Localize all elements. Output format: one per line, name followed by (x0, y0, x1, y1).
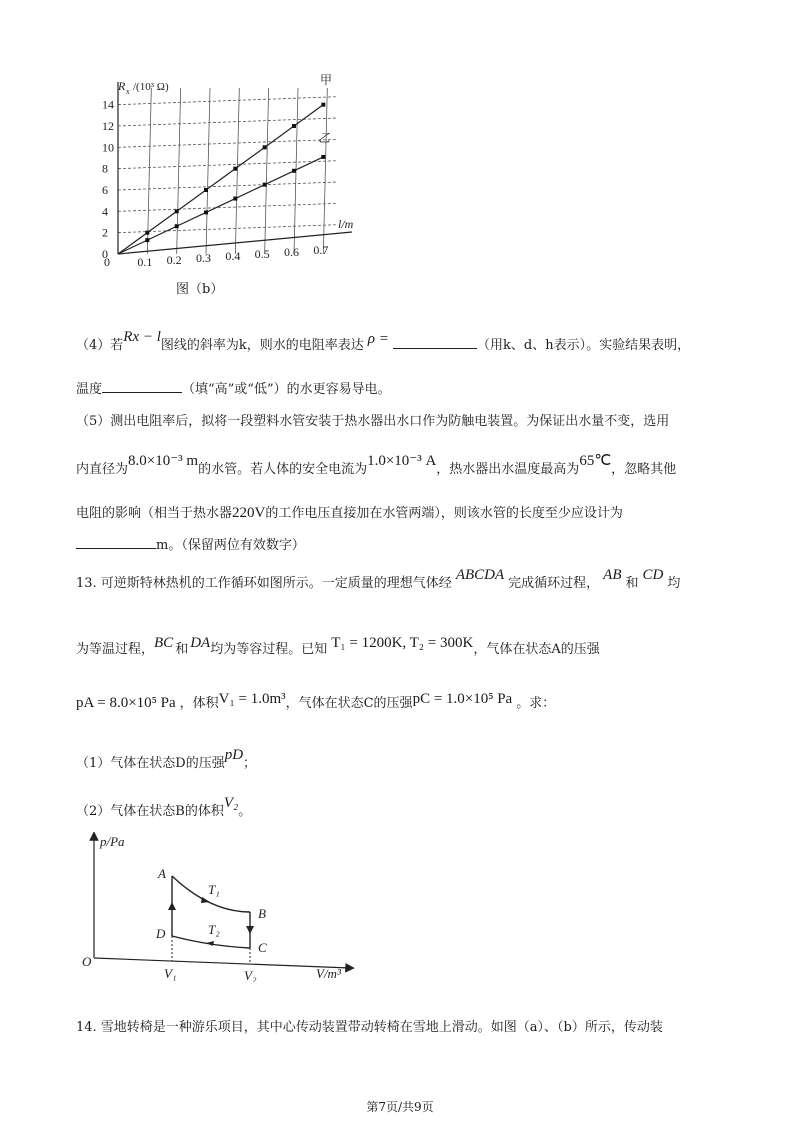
x-tick-label: 0.5 (254, 247, 270, 261)
q12-5-line3-a: 电阻的影响（相当于热水器 (76, 506, 233, 521)
data-point (145, 238, 149, 242)
v2-symbol: V₂ (223, 795, 239, 811)
x-tick-label: 0.7 (313, 243, 329, 257)
grid-line-horizontal (118, 182, 338, 190)
x-tick-label-origin: 0 (104, 255, 110, 269)
data-point (292, 169, 296, 173)
line-label-yi: 乙 (318, 131, 331, 145)
q13-sub1-end: ； (243, 756, 257, 771)
pd-symbol: pD (224, 747, 244, 763)
q13-line2-c: ，气体在状态A的压强 (473, 642, 600, 657)
page-footer: 第7页/共9页 (366, 1100, 434, 1114)
t1-label: T₁ (208, 882, 220, 897)
x-tick-label: 0.6 (284, 245, 299, 259)
q12-4-mid: 图线的斜率为k，则水的电阻率表达 (160, 338, 364, 353)
bc-label: BC (154, 635, 174, 651)
q12-5-line3 (76, 502, 623, 522)
v2-tick-label: V₂ (244, 968, 257, 982)
q12-5-line2-c: ，热水器出水温度最高为 (436, 462, 580, 477)
q12-5-line3-b: 的工作电压直接加在水管两端），则该水管的长度至少应设计为 (265, 506, 623, 521)
y-tick-label: 6 (102, 183, 108, 197)
arrow-ab (201, 897, 210, 903)
arrow-cd (206, 941, 214, 946)
data-point (175, 224, 179, 228)
data-point (263, 145, 267, 149)
y-tick-label: 0 (102, 247, 108, 261)
cd-label: CD (642, 567, 664, 583)
q13-line3 (76, 692, 555, 712)
pv-diagram (80, 832, 370, 982)
q13-line1-c: 均 (667, 576, 681, 591)
da-label: DA (190, 635, 211, 651)
q13-line2-b: 均为等容过程。已知 (210, 642, 328, 657)
pc-value: pC = 1.0×10⁵ Pa (412, 691, 513, 707)
q12-5-line1: （5）测出电阻率后，拟将一段塑料水管安装于热水器出水口作为防触电装置。为保证出水量不变，选用 (76, 414, 670, 429)
origin-label: O (82, 954, 92, 969)
q13-sub2 (76, 795, 252, 820)
q12-5-line2 (76, 453, 677, 478)
rho-symbol: ρ = (367, 331, 389, 347)
y-axis-label: R (118, 79, 126, 93)
grid-line-horizontal (118, 118, 338, 126)
point-c: C (258, 940, 267, 955)
data-point (233, 167, 237, 171)
q12-5-line2-d: ，忽略其他 (611, 462, 677, 477)
v-axis (94, 958, 350, 968)
data-point (263, 183, 267, 187)
x-axis-label: l/m (338, 217, 354, 231)
data-point (321, 103, 325, 107)
grid-line-vertical (147, 88, 151, 254)
voltage-value: 220V (232, 505, 266, 521)
q13-sub2-end: 。 (238, 804, 252, 819)
q13-line1-b: 完成循环过程， (508, 576, 600, 591)
q12-4-suffix: （用k、d、h表示）。实验结果表明， (477, 338, 691, 353)
grid-line-horizontal (118, 139, 338, 147)
q13-sub1 (76, 747, 257, 772)
data-point (145, 231, 149, 235)
q13-line3-a: ，体积 (179, 696, 219, 711)
q12-5-line4 (76, 534, 305, 553)
q12-4-line2-prefix: 温度 (76, 382, 103, 397)
y-axis-subscript: x (126, 87, 130, 96)
length-blank[interactable] (76, 534, 156, 549)
and-1: 和 (625, 576, 639, 591)
q13-line1 (76, 567, 681, 592)
data-point (292, 124, 296, 128)
diameter-value: 8.0×10⁻³ m (128, 453, 199, 469)
data-point (321, 155, 325, 159)
x-tick-label: 0.1 (137, 255, 153, 269)
q13-line1-a: 13. 可逆斯特林热机的工作循环如图所示。一定质量的理想气体经 (76, 576, 452, 591)
q14-line1: 14. 雪地转椅是一种游乐项目，其中心传动装置带动转椅在雪地上滑动。如图（a）、（b）所示，传动装 (76, 1020, 663, 1035)
cycle-label: ABCDA (455, 567, 505, 583)
current-value: 1.0×10⁻³ A (367, 453, 437, 469)
q12-4-line2 (76, 378, 391, 397)
y-tick-label: 10 (102, 140, 114, 155)
t2-label: T₂ (208, 922, 220, 937)
data-point (204, 188, 208, 192)
temperatures: T₁ = 1200K, T₂ = 300K (331, 635, 474, 651)
y-tick-label: 12 (102, 119, 114, 133)
p-axis-label: p/Pa (100, 834, 125, 849)
v1-tick-label: V₁ (164, 966, 177, 981)
grid-line-vertical (323, 88, 327, 254)
data-point (204, 210, 208, 214)
arrow-bc (246, 926, 254, 934)
data-point (233, 197, 237, 201)
point-b: B (258, 906, 266, 921)
figure-b-caption: 图（b） (176, 282, 224, 297)
v-axis-label: V/m³ (316, 966, 341, 981)
q13-line2-a: 为等温过程， (76, 642, 155, 657)
q13-line3-b: ，气体在状态C的压强 (285, 696, 413, 711)
x-tick-label: 0.2 (166, 253, 182, 267)
q13-line3-c: 。求： (516, 696, 556, 711)
graph-label: Rx − l (123, 329, 161, 345)
point-d: D (156, 926, 166, 941)
q12-5-line4-text: m。（保留两位有效数字） (156, 538, 305, 553)
temperature-blank[interactable] (102, 378, 182, 393)
x-tick-label: 0.3 (196, 251, 211, 265)
figure-b-chart (88, 70, 378, 270)
grid-line-horizontal (118, 225, 338, 233)
q13-line2 (76, 635, 600, 658)
grid-line-horizontal (118, 203, 338, 211)
data-point (175, 209, 179, 213)
temperature-value: 65℃ (579, 453, 612, 469)
q13-sub1-text: （1）气体在状态D的压强 (76, 756, 225, 771)
y-axis-unit: /(10³ Ω) (133, 81, 169, 93)
grid-line-vertical (177, 88, 181, 254)
y-tick-label: 8 (102, 161, 108, 176)
and-2: 和 (175, 642, 189, 657)
ab-label: AB (603, 567, 622, 583)
v1-value: V₁ = 1.0m³ (218, 691, 286, 707)
x-tick-label: 0.4 (225, 249, 241, 263)
y-tick-label: 4 (102, 204, 108, 219)
q12-5-line2-a: 内直径为 (76, 462, 129, 477)
q12-4-prefix: （4）若 (76, 338, 124, 353)
pa-value: pA = 8.0×10⁵ Pa (76, 695, 176, 711)
y-tick-label: 2 (102, 225, 108, 240)
grid-line-vertical (265, 88, 269, 254)
q12-4-line1 (76, 329, 691, 354)
q12-4-line2-suffix: （填“高”或“低”）的水更容易导电。 (182, 382, 391, 397)
grid-line-vertical (235, 88, 239, 254)
arrow-da (168, 902, 176, 910)
q13-sub2-text: （2）气体在状态B的体积 (76, 804, 224, 819)
line-label-jia: 甲 (320, 73, 333, 87)
y-tick-label: 14 (102, 97, 114, 112)
point-a: A (158, 866, 166, 881)
resistivity-blank[interactable] (393, 334, 477, 349)
q12-5-line2-b: 的水管。若人体的安全电流为 (198, 462, 368, 477)
chart-grid (118, 88, 338, 254)
grid-line-horizontal (118, 161, 338, 169)
